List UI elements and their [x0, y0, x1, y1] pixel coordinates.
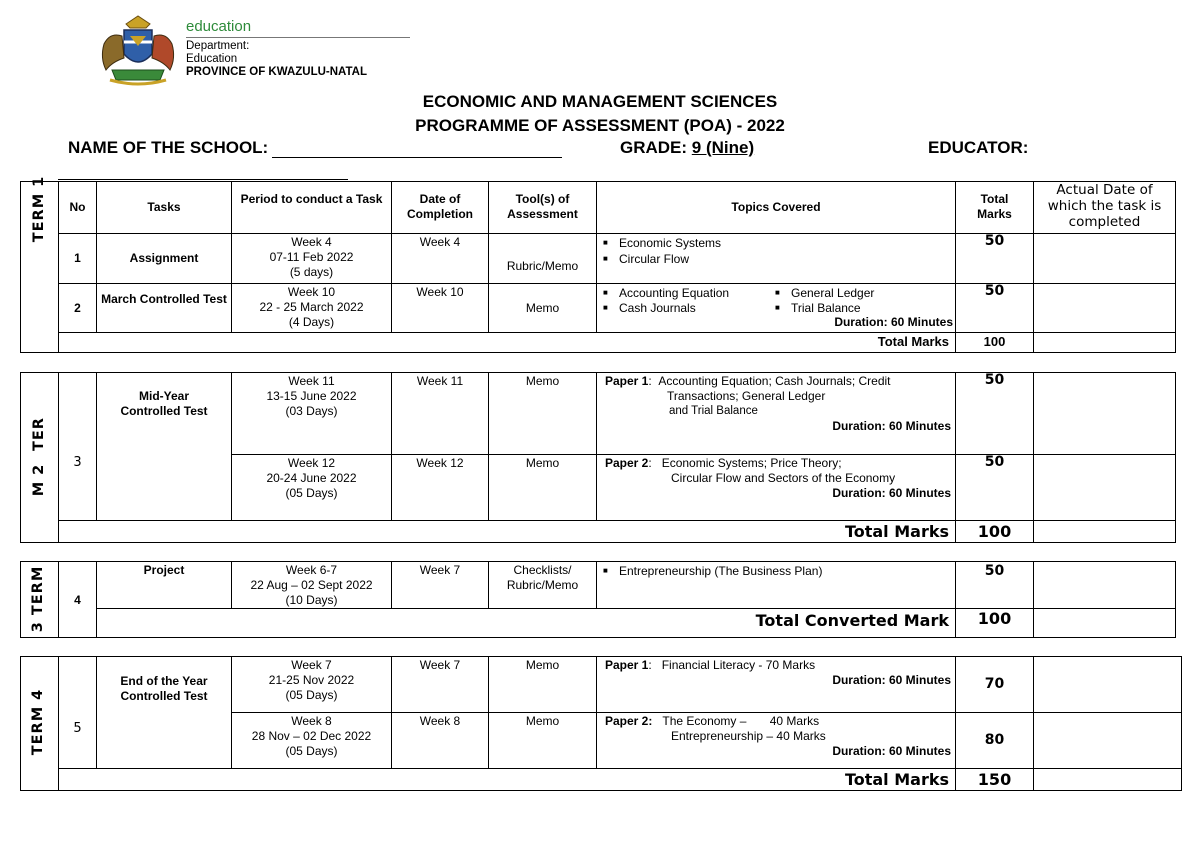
term4-row2-days: (05 Days) [285, 744, 338, 758]
topic-line: Circular Flow and Sectors of the Economy [671, 471, 896, 485]
topic-item: ■ Entrepreneurship (The Business Plan) [603, 564, 823, 578]
logo-brand: education [186, 18, 252, 35]
term3-actual[interactable] [1034, 562, 1175, 609]
document-title: ECONOMIC AND MANAGEMENT SCIENCES [422, 92, 778, 111]
term3-tool [489, 562, 597, 609]
term4-row2-period [232, 713, 392, 769]
row1-period-days: (5 days) [289, 265, 334, 279]
row1-period-week: Week 4 [291, 235, 332, 249]
term2-row2-tool: Memo [489, 455, 597, 521]
term4-row1-week: Week 7 [291, 658, 332, 672]
term3-marks: 50 [956, 562, 1034, 609]
row2-period-days: (4 Days) [288, 315, 335, 329]
term2-row2-topics: Paper 2: Economic Systems; Price Theory; Circular Flow and Sectors of the Economy Duration: 60 Minutes [597, 455, 956, 521]
term2-task: Mid-Year Controlled Test [97, 373, 232, 521]
term2-row2-period [232, 455, 392, 521]
logo-education: Education [186, 53, 238, 65]
term4-row2-date: Week 8 [392, 713, 489, 769]
term3-dates: 22 Aug – 02 Sept 2022 [250, 578, 373, 592]
logo-province: PROVINCE OF KWAZULU-NATAL [186, 66, 368, 78]
term4-no: 5 [59, 657, 97, 769]
grade-label: GRADE: [620, 138, 688, 157]
term2-paper1-label: Paper 1 [605, 374, 649, 388]
row1-no: 1 [59, 234, 97, 284]
term4-row1-topics: Paper 1: Financial Literacy - 70 Marks Duration: 60 Minutes [597, 657, 956, 713]
school-underline [58, 179, 348, 180]
term2-row2-dates: 20-24 June 2022 [266, 471, 357, 485]
term2-row1-actual[interactable] [1034, 373, 1175, 455]
topic-line: Accounting Equation; Cash Journals; Credit [658, 374, 891, 388]
term4-row2-week: Week 8 [291, 714, 332, 728]
school-field [68, 138, 562, 158]
term4-row2-actual[interactable] [1034, 713, 1181, 769]
coat-of-arms-icon [96, 14, 180, 86]
term3-period [232, 562, 392, 609]
term2-row1-duration: Duration: 60 Minutes [832, 419, 951, 433]
header-date: Date of Completion [392, 182, 489, 234]
term4-row2-marks: 80 [956, 713, 1034, 769]
term4-row2-dates: 28 Nov – 02 Dec 2022 [251, 729, 372, 743]
term2-no: 3 [59, 373, 97, 521]
row1-task: Assignment [97, 234, 232, 284]
term4-row1-marks: 70 [956, 657, 1034, 713]
grade-field [620, 138, 754, 158]
term4-task: End of the Year Controlled Test [97, 657, 232, 769]
term4-row1-period [232, 657, 392, 713]
term3-topics [597, 562, 956, 609]
document-subtitle: PROGRAMME OF ASSESSMENT (POA) - 2022 [415, 116, 785, 135]
header-tasks: Tasks [97, 182, 232, 234]
school-label: NAME OF THE SCHOOL: [68, 138, 269, 157]
topic-line: Economic Systems; Price Theory; [661, 456, 842, 470]
term2-row1-period [232, 373, 392, 455]
term3-task: Project [97, 562, 232, 609]
term3-label: 3 TERM [30, 565, 46, 633]
header-no: No [59, 182, 97, 234]
topic-item: ■ General Ledger [775, 286, 875, 300]
grade-value: 9 (Nine) [691, 138, 755, 157]
term2-total-label: Total Marks [59, 521, 956, 542]
term2-row1-topics: Paper 1: Accounting Equation; Cash Journals; Credit Transactions; General Ledger and Trial Balance Duration: 60 Minutes [597, 373, 956, 455]
term2-label-bottom: M 2 [31, 463, 47, 497]
row2-marks: 50 [956, 284, 1034, 333]
term1-total-value: 100 [956, 333, 1034, 352]
row1-period [232, 234, 392, 284]
department-logo [186, 18, 414, 79]
term1-total-actual[interactable] [1034, 333, 1175, 352]
term4-row1-duration: Duration: 60 Minutes [832, 673, 951, 687]
term4-row1-tool: Memo [489, 657, 597, 713]
term4-total-label: Total Marks [59, 769, 956, 790]
row2-no: 2 [59, 284, 97, 333]
term2-row1-dates: 13-15 June 2022 [266, 389, 357, 403]
term1-total-label: Total Marks [59, 333, 956, 352]
header-total: Total Marks [956, 182, 1034, 234]
educator-label: EDUCATOR: [928, 138, 1029, 157]
term3-no: 4 [59, 562, 97, 637]
term4-row1-date: Week 7 [392, 657, 489, 713]
topic-item: ■ Trial Balance [775, 301, 861, 315]
term3-total-label: Total Converted Mark [97, 609, 956, 637]
term4-row2-tool: Memo [489, 713, 597, 769]
school-blank-line [272, 142, 562, 158]
topic-line: The Economy – 40 Marks [662, 714, 820, 728]
term2-row1-week: Week 11 [288, 374, 335, 388]
topic-line: Entrepreneurship – 40 Marks [671, 729, 826, 743]
row2-date: Week 10 [392, 284, 489, 333]
term4-total-actual[interactable] [1034, 769, 1181, 790]
row2-task: March Controlled Test [97, 284, 232, 333]
term4-total-value: 150 [956, 769, 1034, 790]
term2-paper2-label: Paper 2 [605, 456, 649, 470]
term2-row1-days: (03 Days) [285, 404, 338, 418]
term2-row2-actual[interactable] [1034, 455, 1175, 521]
row1-date: Week 4 [392, 234, 489, 284]
term3-tool-line2: Rubric/Memo [506, 578, 579, 592]
term4-paper1-label: Paper 1 [605, 658, 649, 672]
term2-row2-duration: Duration: 60 Minutes [832, 486, 951, 500]
term4-row2-topics [597, 713, 956, 769]
topic-item: ■ Cash Journals [603, 301, 696, 315]
term3-date: Week 7 [392, 562, 489, 609]
term4-label: TERM 4 [30, 688, 46, 756]
term3-days: (10 Days) [285, 593, 338, 607]
row2-actual[interactable] [1034, 284, 1175, 333]
term2-label-top: TER [31, 417, 47, 451]
term2-row1-tool: Memo [489, 373, 597, 455]
term2-total-value: 100 [956, 521, 1034, 542]
header-topics: Topics Covered [597, 182, 956, 234]
topic-line: and Trial Balance [669, 405, 758, 417]
term4-row1-dates: 21-25 Nov 2022 [268, 673, 355, 687]
header-actual: Actual Date of which the task is completed [1034, 182, 1175, 234]
header-tools: Tool(s) of Assessment [489, 182, 597, 234]
term4-row1-actual[interactable] [1034, 657, 1181, 713]
term2-row2-week: Week 12 [287, 456, 336, 470]
term1-label: TERM 1 [31, 175, 47, 243]
row2-period-week: Week 10 [287, 285, 336, 299]
row1-marks: 50 [956, 234, 1034, 284]
topic-item: ■ Circular Flow [603, 252, 690, 266]
term2-table [20, 372, 1176, 543]
row2-topics [597, 284, 956, 333]
row2-period [232, 284, 392, 333]
term2-row2-days: (05 Days) [285, 486, 338, 500]
term2-row2-marks: 50 [956, 455, 1034, 521]
term3-total-value: 100 [956, 609, 1034, 637]
term4-row2-duration: Duration: 60 Minutes [832, 744, 951, 758]
row1-period-dates: 07-11 Feb 2022 [269, 250, 354, 264]
term2-row1-date: Week 11 [392, 373, 489, 455]
row1-topics [597, 234, 956, 284]
topic-line: Financial Literacy - 70 Marks [661, 658, 816, 672]
term4-row1-days: (05 Days) [285, 688, 338, 702]
term4-paper2-label: Paper 2: [605, 714, 653, 728]
term1-table [20, 175, 1176, 353]
topic-item: ■ Economic Systems [603, 236, 722, 250]
term2-row1-marks: 50 [956, 373, 1034, 455]
topic-line: Transactions; General Ledger [667, 389, 826, 403]
term4-table [20, 656, 1182, 791]
row2-period-dates: 22 - 25 March 2022 [259, 300, 364, 314]
row2-duration: Duration: 60 Minutes [834, 315, 953, 329]
header-period: Period to conduct a Task [232, 182, 392, 234]
row1-actual[interactable] [1034, 234, 1175, 284]
term3-table [20, 561, 1176, 638]
term3-total-actual[interactable] [1034, 609, 1175, 637]
row2-tool: Memo [489, 284, 597, 333]
logo-department: Department: [186, 40, 250, 52]
term3-tool-line1: Checklists/ [513, 563, 572, 577]
term2-total-actual[interactable] [1034, 521, 1175, 542]
topic-item: ■ Accounting Equation [603, 286, 730, 300]
row1-tool: Rubric/Memo [489, 234, 597, 284]
term2-row2-date: Week 12 [392, 455, 489, 521]
logo-divider [186, 37, 410, 38]
term3-week: Week 6-7 [285, 563, 338, 577]
